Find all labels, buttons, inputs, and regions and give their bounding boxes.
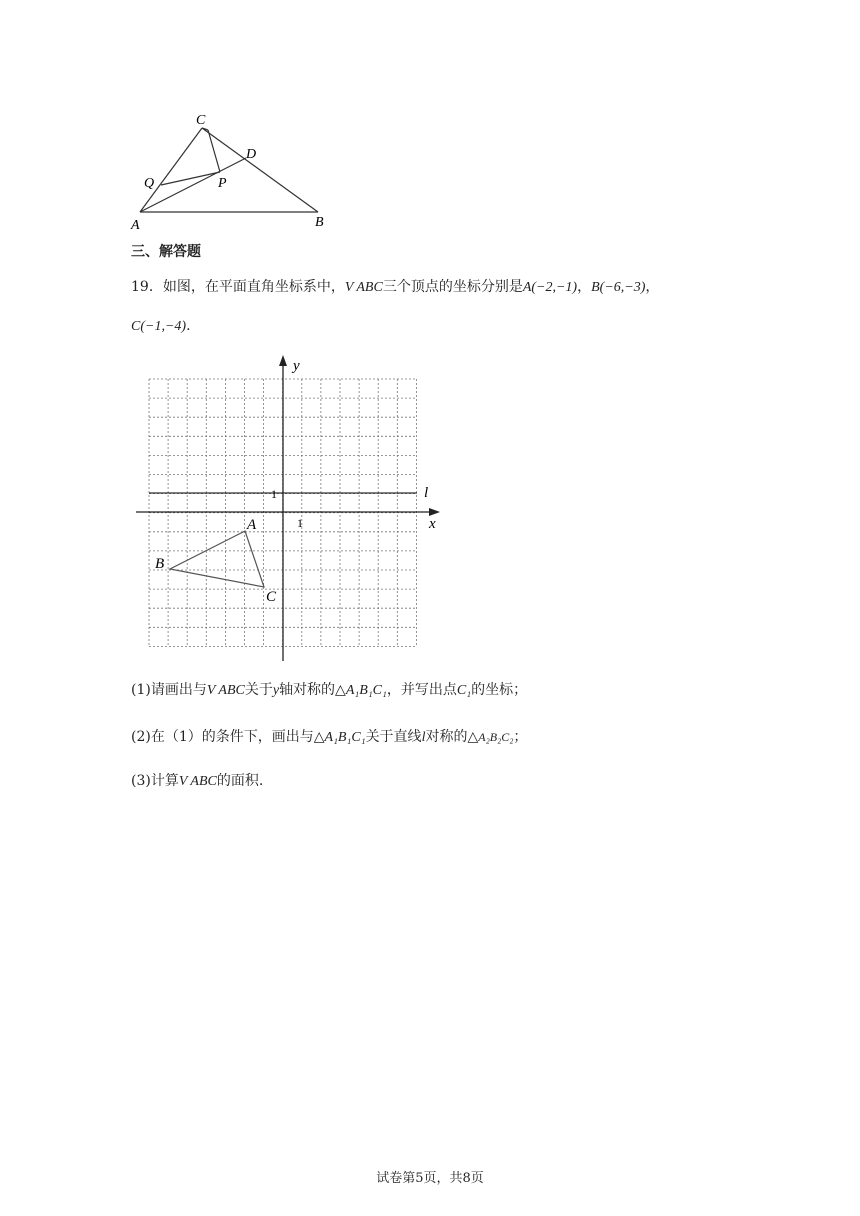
p1-text-e: 的坐标；	[471, 682, 528, 698]
tick-one-x: 1	[297, 516, 303, 530]
point-C-label: C	[266, 589, 277, 605]
p3-triangle: V ABC	[178, 774, 217, 789]
p1-text-d: ，并写出点	[386, 682, 457, 698]
p3-text-b: 的面积.	[216, 773, 264, 789]
point-B-label: B	[155, 556, 165, 572]
p2-triangle-2: A₂B₂C₂	[478, 730, 514, 744]
segment-AD	[140, 158, 246, 212]
p1-text-a: (1)请画出与	[131, 682, 207, 698]
part-2	[131, 726, 527, 746]
label-B: B	[315, 215, 324, 230]
p2-text-a: (2)在（1）的条件下，画出与△	[131, 729, 325, 745]
triangle-ABC	[170, 531, 264, 587]
page-footer: 试卷第5页，共8页	[376, 1171, 484, 1186]
section-heading: 三、解答题	[131, 244, 201, 260]
line-l-label: l	[424, 485, 429, 501]
segment-QP	[161, 172, 220, 185]
x-axis-arrow	[429, 508, 440, 516]
part-1	[131, 679, 527, 699]
part-3	[131, 770, 263, 790]
p2-text-d: ；	[513, 729, 528, 745]
p1-text-c: 轴对称的△	[279, 682, 346, 698]
label-Q: Q	[144, 176, 155, 191]
point-A-label: A	[247, 517, 257, 533]
q19-coord-A: A(−2,−1)	[522, 280, 578, 295]
p2-triangle-1: A₁B₁C₁	[324, 730, 366, 745]
q19-intro-a: 19．如图，在平面直角坐标系中，	[131, 279, 345, 295]
p1-triangle-1: A₁B₁C₁	[345, 683, 387, 698]
y-axis-label: y	[293, 358, 300, 374]
x-axis-label: x	[429, 516, 436, 532]
q19-sep2: ，	[645, 279, 660, 295]
y-axis-arrow	[279, 355, 287, 366]
p1-triangle: V ABC	[206, 683, 245, 698]
label-D: D	[246, 147, 257, 162]
label-A: A	[131, 218, 140, 233]
triangle-figure	[128, 108, 338, 233]
q19-coord-B: B(−6,−3)	[591, 280, 646, 295]
segment-AC	[140, 128, 202, 212]
p2-text-b: 关于直线	[365, 729, 422, 745]
q19-triangle: V ABC	[344, 280, 383, 295]
question-19-line2	[131, 318, 191, 335]
q19-end: .	[186, 318, 191, 334]
q19-coord-C: C(−1,−4)	[131, 319, 187, 334]
p3-text-a: (3)计算	[131, 773, 179, 789]
label-P: P	[218, 176, 227, 191]
coordinate-grid-figure	[130, 350, 450, 670]
p2-line-l: l	[421, 730, 426, 745]
label-C: C	[196, 113, 206, 128]
question-19-line1	[131, 276, 659, 296]
p1-y: y	[272, 683, 280, 698]
p1-point-c1: C₁	[456, 683, 472, 698]
p1-text-b: 关于	[244, 682, 273, 698]
q19-sep1: ，	[577, 279, 592, 295]
tick-one-y: 1	[271, 487, 277, 501]
q19-intro-b: 三个顶点的坐标分别是	[382, 279, 523, 295]
p2-text-c: 对称的△	[425, 729, 479, 745]
